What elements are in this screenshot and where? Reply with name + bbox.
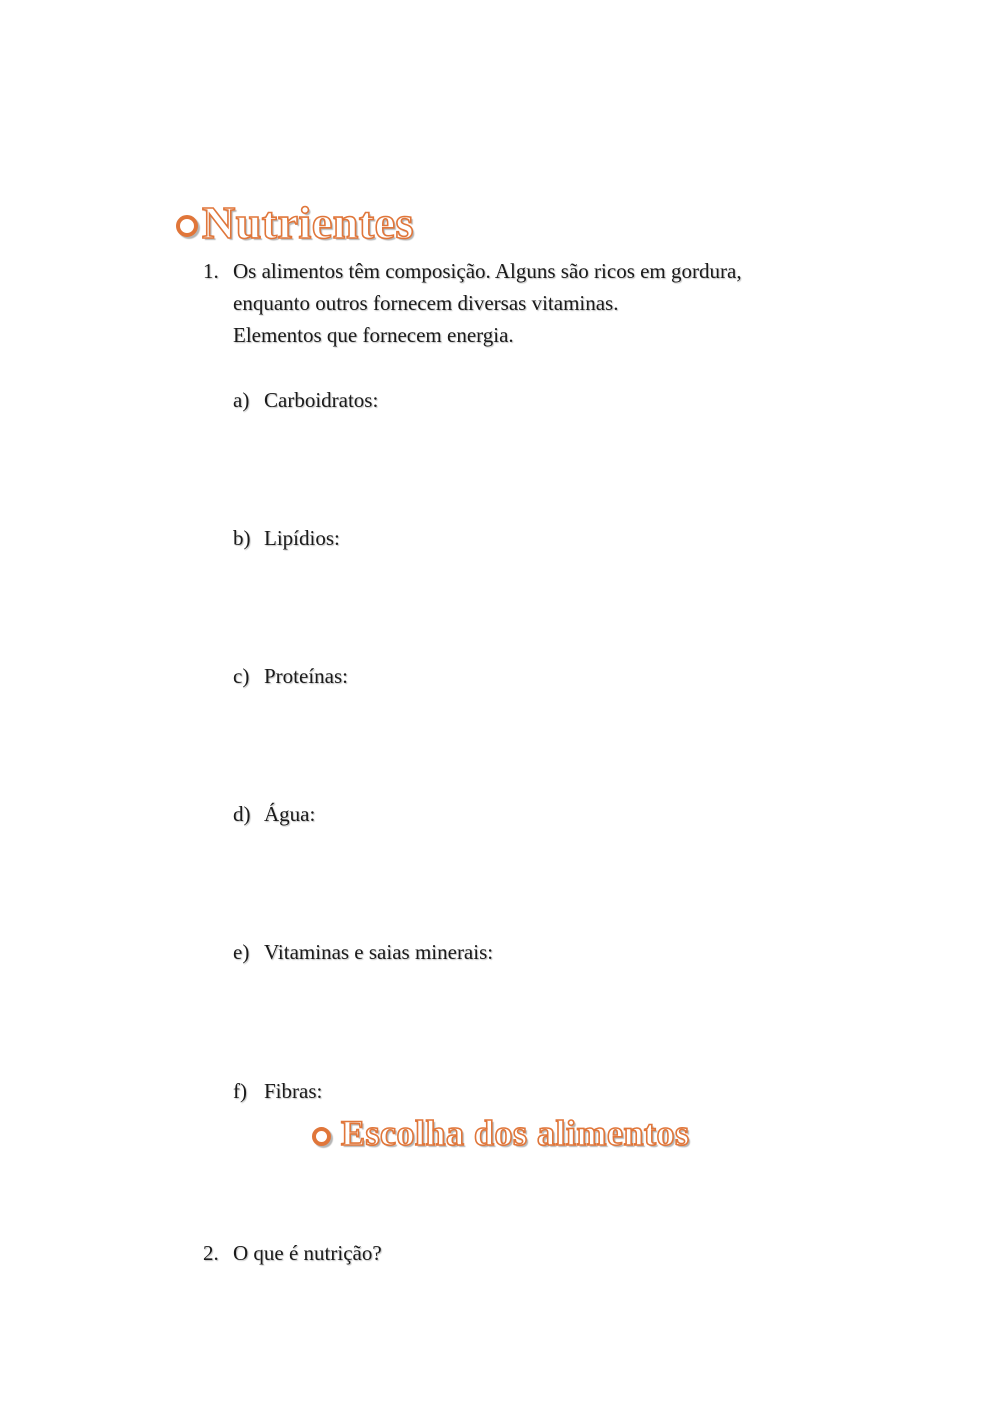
question-line: Os alimentos têm composição. Alguns são ricos em gordura, <box>233 259 742 283</box>
question-line: Elementos que fornecem energia. <box>233 323 514 347</box>
section-title-nutrientes <box>176 196 414 249</box>
item-letter: e) <box>233 940 250 964</box>
list-item-proteinas <box>233 660 348 692</box>
section-title-text: Nutrientes <box>202 197 414 248</box>
circle-bullet-icon <box>176 215 198 237</box>
list-item-vitaminas <box>233 936 493 968</box>
item-letter: f) <box>233 1079 247 1103</box>
question-line: enquanto outros fornecem diversas vitaminas. <box>233 291 619 315</box>
item-letter: d) <box>233 802 251 826</box>
list-item-fibras <box>233 1075 322 1107</box>
item-letter: b) <box>233 526 251 550</box>
item-label: Carboidratos: <box>264 388 379 412</box>
question-text <box>233 255 742 351</box>
section-title-text: Escolha dos alimentos <box>341 1113 690 1153</box>
circle-bullet-icon <box>312 1127 331 1146</box>
item-label: Água: <box>264 802 316 826</box>
question-number: 1. <box>203 259 219 283</box>
list-item-lipidios <box>233 522 340 554</box>
item-label: Vitaminas e saias minerais: <box>264 940 494 964</box>
item-letter: a) <box>233 388 250 412</box>
section-title-escolha <box>312 1112 690 1154</box>
list-item-carboidratos <box>233 384 378 416</box>
item-label: Fibras: <box>264 1079 323 1103</box>
question-text: O que é nutrição? <box>233 1241 382 1265</box>
item-label: Proteínas: <box>264 664 348 688</box>
list-item-agua <box>233 798 315 830</box>
question-number: 2. <box>203 1241 219 1265</box>
item-letter: c) <box>233 664 250 688</box>
item-label: Lipídios: <box>264 526 340 550</box>
